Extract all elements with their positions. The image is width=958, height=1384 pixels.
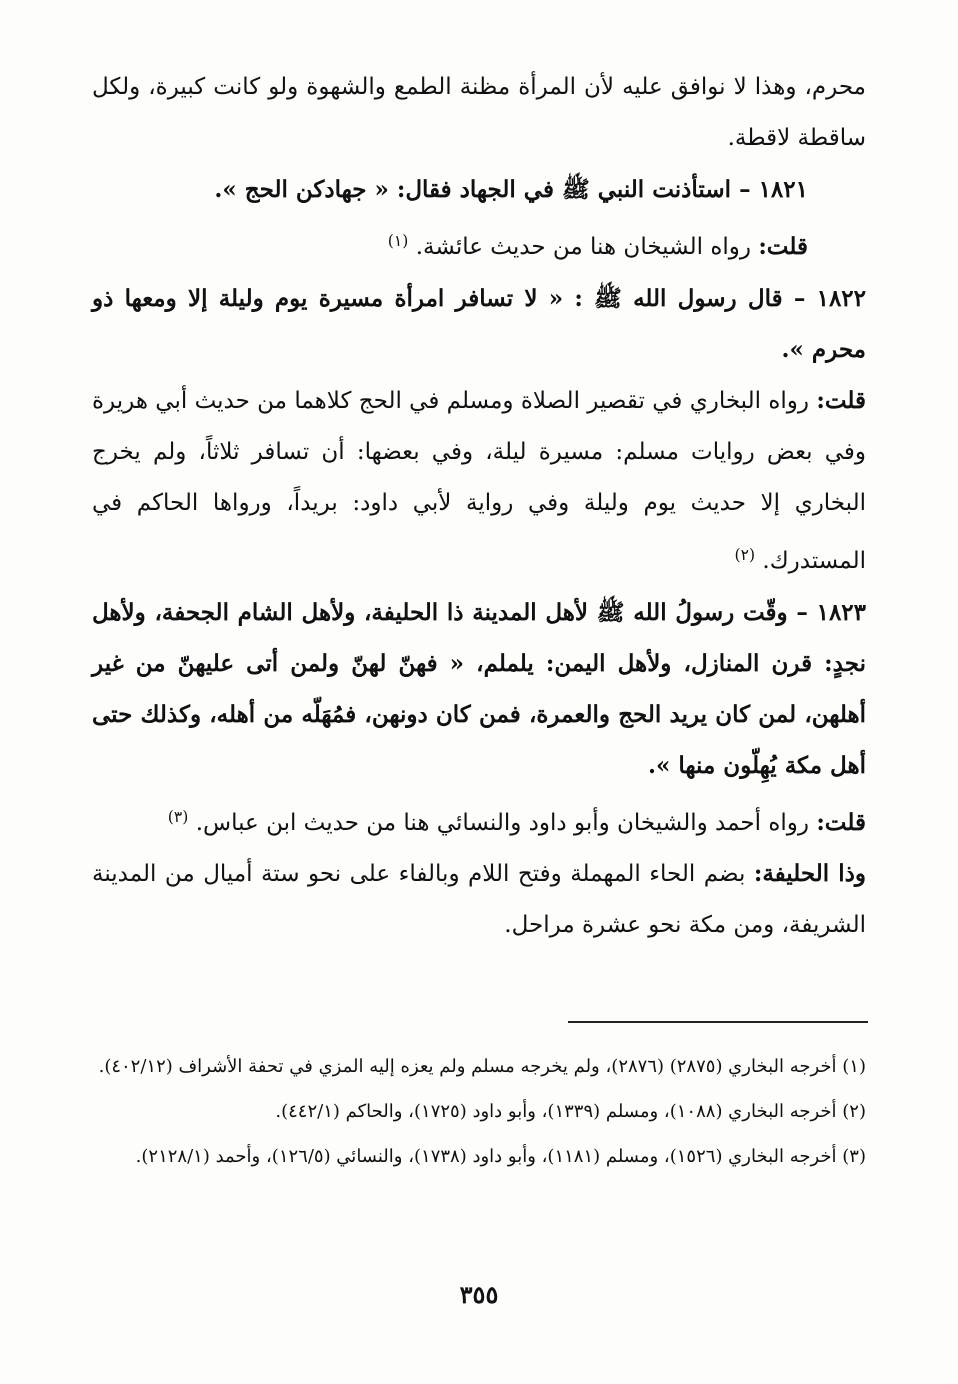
hadith-1822 bbox=[92, 273, 866, 375]
paragraph-text: محرم، وهذا لا نوافق عليه لأن المرأة مظنة الطمع والشهوة ولو كانت كبيرة، ولكل ساقطة لاقطة. bbox=[92, 74, 866, 151]
footnote-ref: (٢) bbox=[734, 544, 756, 564]
hadith-number: ١٨٢١ – bbox=[739, 176, 808, 203]
hadith-text: وقّت رسولُ الله ﷺ لأهل المدينة ذا الحليفة، ولأهل الشام الجحفة، ولأهل نجدٍ: قرن المنازل، ولأهل اليمن: يلملم، « فهنّ لهنّ ولمن أتى عليهنّ من غير أهلهن، لمن كان يريد الحج والعمرة، فمن كان دونهن، فمُهَلّه من أهله، وكذلك حتى أهل مكة يُهِلّون منها ». bbox=[92, 598, 866, 779]
commentary-label: قلت: bbox=[816, 386, 867, 414]
footnote-ref: (٣) bbox=[167, 806, 189, 826]
page-number: ٣٥٥ bbox=[459, 1280, 499, 1309]
hadith-text: استأذنت النبي ﷺ في الجهاد فقال: « جهادكن الحج ». bbox=[214, 176, 732, 203]
paragraph-intro bbox=[92, 62, 866, 164]
hadith-1821 bbox=[92, 164, 866, 215]
commentary-text: رواه أحمد والشيخان وأبو داود والنسائي هنا من حديث ابن عباس. bbox=[195, 809, 809, 836]
commentary-label: قلت: bbox=[758, 232, 808, 260]
hadith-1823 bbox=[92, 587, 866, 791]
commentary-label: قلت: bbox=[816, 808, 866, 836]
hadith-number: ١٨٢٣ – bbox=[796, 598, 867, 626]
footnotes bbox=[90, 1046, 866, 1177]
commentary-1822 bbox=[92, 375, 866, 587]
footnote-divider bbox=[568, 1021, 868, 1023]
hadith-text: قال رسول الله ﷺ : « لا تسافر امرأة مسيرة يوم وليلة إلا ومعها ذو محرم ». bbox=[92, 284, 866, 363]
gloss-text: بضم الحاء المهملة وفتح اللام وبالفاء على نحو ستة أميال من المدينة الشريفة، ومن مكة نحو عشرة مراحل. bbox=[92, 861, 866, 939]
footnote-3: (٣) أخرجه البخاري (١٥٢٦)، ومسلم (١١٨١)، وأبو داود (١٧٣٨)، والنسائي (١٢٦/٥)، وأحمد (٢١٢٨/١). bbox=[135, 1146, 866, 1167]
gloss-label: وذا الحليفة: bbox=[753, 860, 866, 888]
hadith-number: ١٨٢٢ – bbox=[793, 284, 867, 312]
main-text bbox=[92, 62, 866, 951]
gloss-dhul-hulayfa bbox=[92, 848, 866, 951]
footnote-2: (٢) أخرجه البخاري (١٠٨٨)، ومسلم (١٣٣٩)، وأبو داود (١٧٢٥)، والحاكم (٤٤٢/١). bbox=[275, 1101, 866, 1122]
footnote-1: (١) أخرجه البخاري (٢٨٧٥) (٢٨٧٦)، ولم يخرجه مسلم ولم يعزه إليه المزي في تحفة الأشراف (٤٠٢/١٢). bbox=[98, 1056, 866, 1077]
commentary-text: رواه البخاري في تقصير الصلاة ومسلم في الحج كلاهما من حديث أبي هريرة وفي بعض روايات مسلم: مسيرة ليلة، وفي بعضها: أن تسافر ثلاثاً، ولم يخرج البخاري إلا حديث يوم وليلة وفي رواية لأبي داود: بريداً، ورواها الحاكم في المستدرك. bbox=[92, 387, 866, 574]
commentary-1823 bbox=[92, 791, 866, 849]
footnote-ref: (١) bbox=[387, 231, 409, 250]
commentary-1821 bbox=[92, 215, 866, 273]
commentary-text: رواه الشيخان هنا من حديث عائشة. bbox=[415, 233, 751, 260]
